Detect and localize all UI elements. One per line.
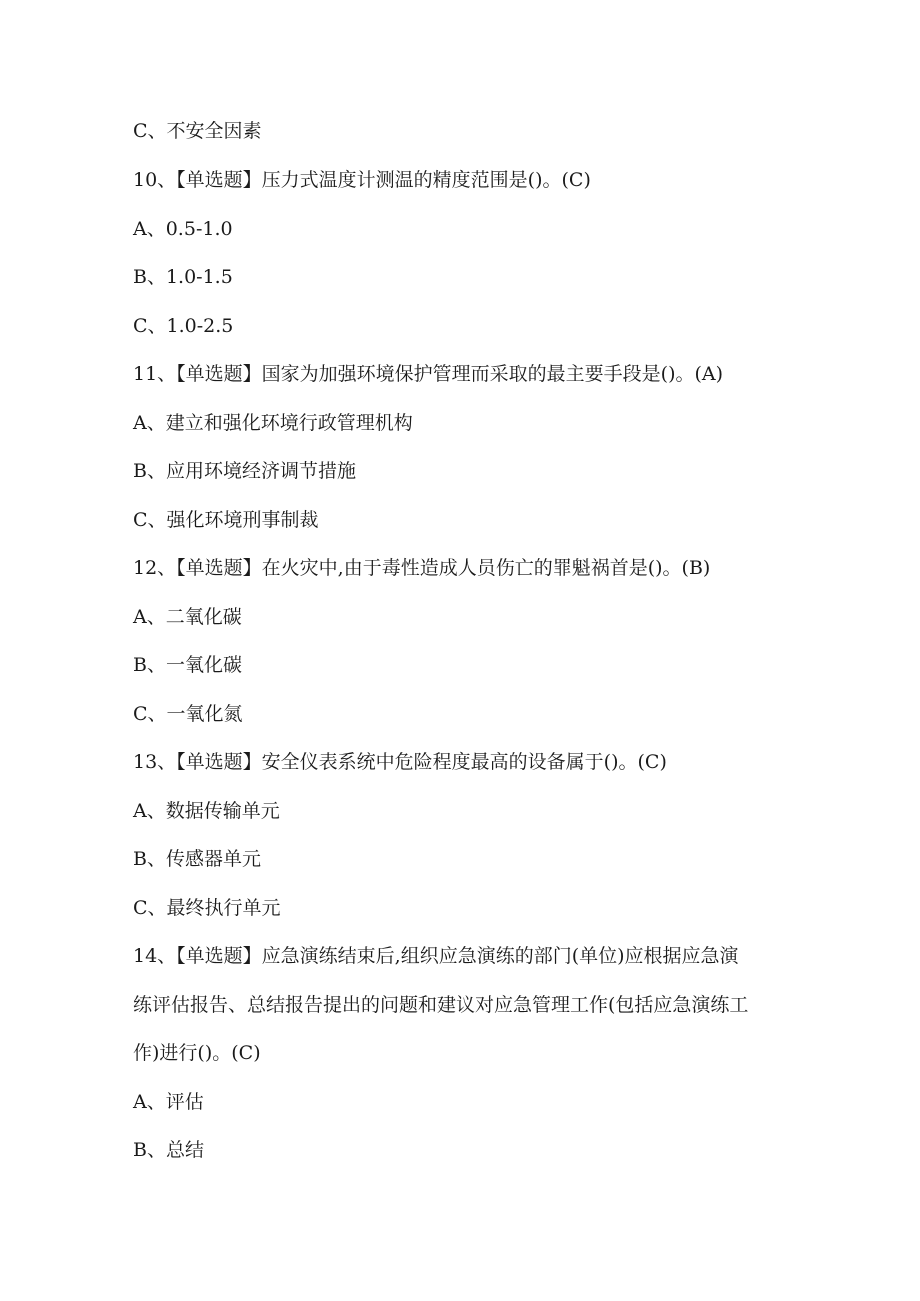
- q10-question: 10、【单选题】压力式温度计测温的精度范围是()。(C): [133, 169, 591, 191]
- q10-option-c: C、1.0-2.5: [133, 315, 234, 337]
- q12-option-c: C、一氧化氮: [133, 703, 243, 725]
- q12-question: 12、【单选题】在火灾中,由于毒性造成人员伤亡的罪魁祸首是()。(B): [133, 557, 711, 579]
- q11-option-a: A、建立和强化环境行政管理机构: [133, 412, 413, 434]
- q11-option-c: C、强化环境刑事制裁: [133, 509, 319, 531]
- q13-question: 13、【单选题】安全仪表系统中危险程度最高的设备属于()。(C): [133, 751, 667, 773]
- q12-option-b: B、一氧化碳: [133, 654, 242, 676]
- q14-question-line-1: 14、【单选题】应急演练结束后,组织应急演练的部门(单位)应根据应急演: [133, 945, 739, 967]
- q11-question: 11、【单选题】国家为加强环境保护管理而采取的最主要手段是()。(A): [133, 363, 724, 385]
- q14-option-a: A、评估: [133, 1091, 204, 1113]
- q13-option-b: B、传感器单元: [133, 848, 261, 870]
- q10-option-b: B、1.0-1.5: [133, 266, 233, 288]
- q12-option-a: A、二氧化碳: [133, 606, 242, 628]
- q14-question-line-2: 练评估报告、总结报告提出的问题和建议对应急管理工作(包括应急演练工: [133, 994, 749, 1016]
- q9-option-c: C、不安全因素: [133, 120, 262, 142]
- q14-option-b: B、总结: [133, 1139, 204, 1161]
- q13-option-c: C、最终执行单元: [133, 897, 281, 919]
- q11-option-b: B、应用环境经济调节措施: [133, 460, 356, 482]
- q14-question-line-3: 作)进行()。(C): [133, 1042, 261, 1064]
- q10-option-a: A、0.5-1.0: [133, 218, 233, 240]
- q13-option-a: A、数据传输单元: [133, 800, 280, 822]
